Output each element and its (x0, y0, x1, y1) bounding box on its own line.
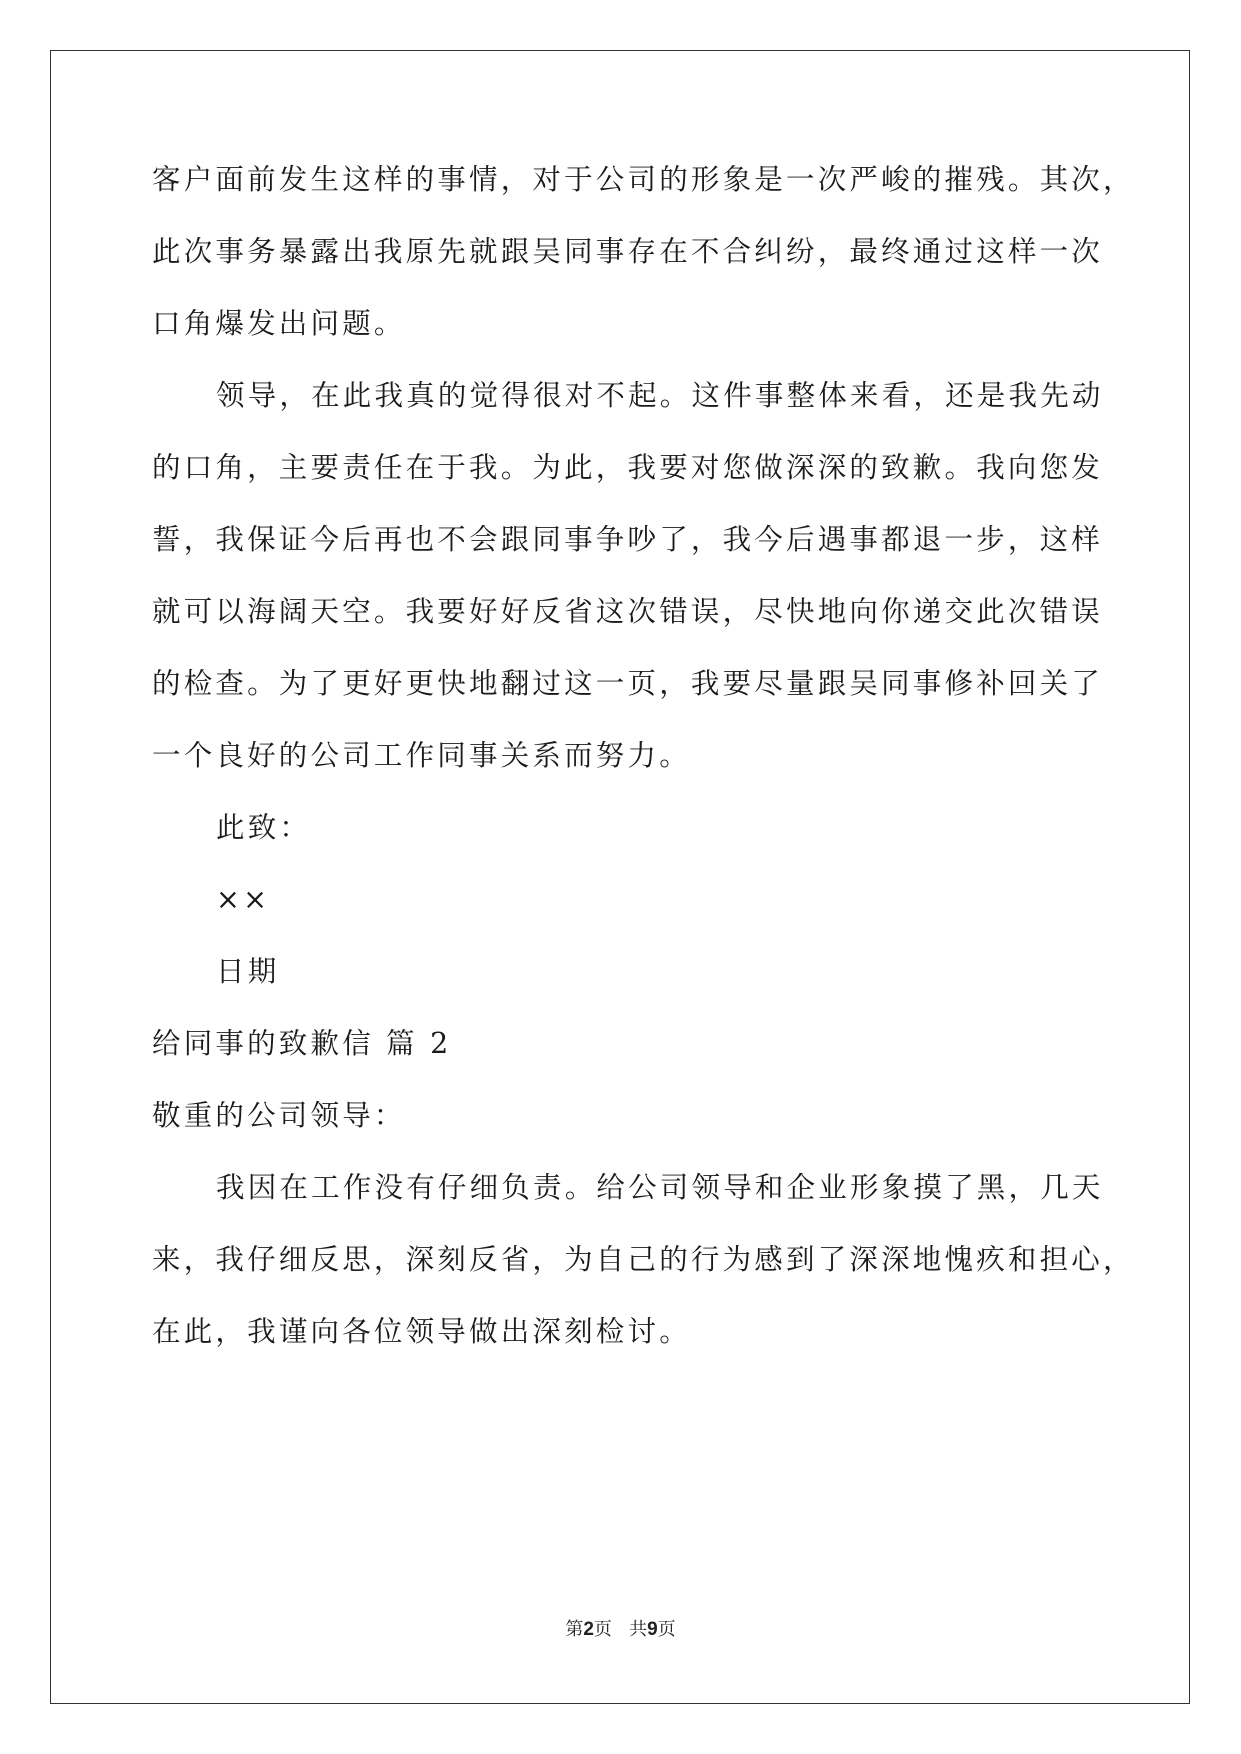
page-footer (0, 1618, 1241, 1642)
paragraph-line: 领导，在此我真的觉得很对不起。这件事整体来看，还是我先动 (216, 379, 1104, 412)
current-page-number: 2 (583, 1619, 594, 1640)
paragraph-line: 誓，我保证今后再也不会跟同事争吵了，我今后遇事都退一步，这样 (152, 523, 1104, 556)
paragraph-line: 在此，我谨向各位领导做出深刻检讨。 (152, 1315, 691, 1348)
paragraph-line: 口角爆发出问题。 (152, 307, 406, 340)
paragraph-line: 客户面前发生这样的事情，对于公司的形象是一次严峻的摧残。其次， (152, 163, 1135, 196)
signature-placeholder: ×× (216, 883, 271, 916)
letter-greeting: 敬重的公司领导： (152, 1099, 406, 1132)
closing-salutation: 此致： (216, 811, 312, 844)
footer-suffix: 页 (657, 1619, 676, 1640)
paragraph-line: 一个良好的公司工作同事关系而努力。 (152, 739, 691, 772)
date-placeholder: 日期 (216, 955, 280, 988)
paragraph-line: 我因在工作没有仔细负责。给公司领导和企业形象摸了黑，几天 (216, 1171, 1104, 1204)
paragraph-line: 的检查。为了更好更快地翻过这一页，我要尽量跟吴同事修补回关了 (152, 667, 1104, 700)
page-border (50, 50, 1190, 1704)
section-heading: 给同事的致歉信 篇 2 (152, 1027, 452, 1060)
footer-middle: 页 共 (593, 1619, 648, 1640)
paragraph-line: 此次事务暴露出我原先就跟吴同事存在不合纠纷，最终通过这样一次 (152, 235, 1104, 268)
paragraph-line: 就可以海阔天空。我要好好反省这次错误，尽快地向你递交此次错误 (152, 595, 1104, 628)
paragraph-line: 的口角，主要责任在于我。为此，我要对您做深深的致歉。我向您发 (152, 451, 1104, 484)
footer-prefix: 第 (565, 1619, 584, 1640)
total-page-count: 9 (647, 1619, 658, 1640)
paragraph-line: 来，我仔细反思，深刻反省，为自己的行为感到了深深地愧疚和担心， (152, 1243, 1135, 1276)
